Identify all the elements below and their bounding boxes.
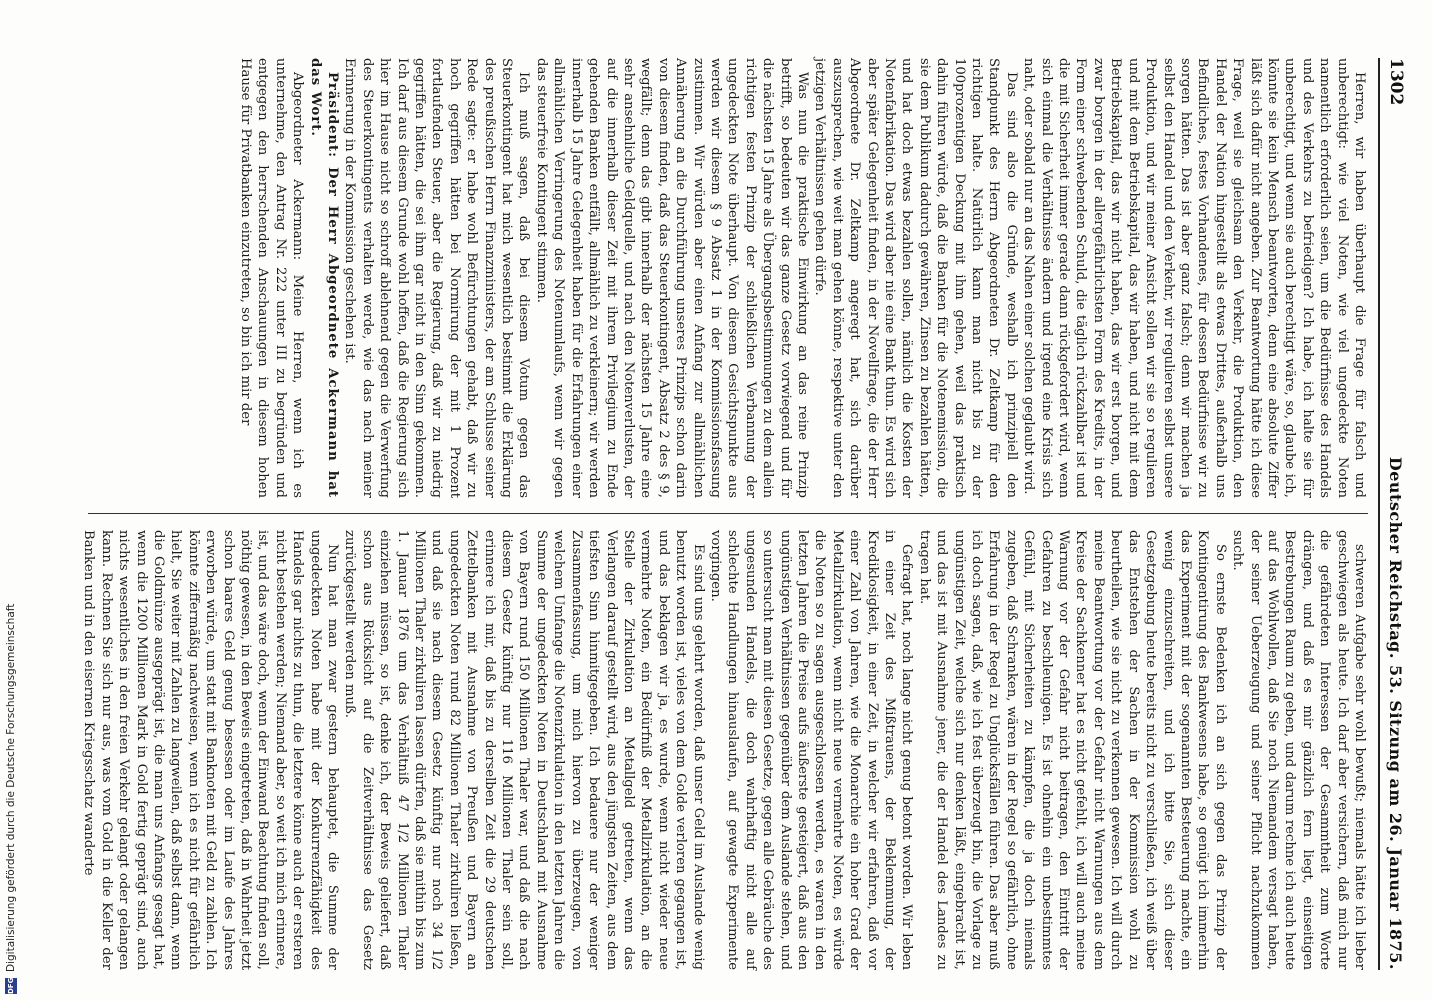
paragraph: Herren, wir haben überhaupt die Frage für falsch und unberechtigt: wie viel Noten, wie viel ungedeckte Noten namentlich erforderlich seien, um die Bedürfnisse des Handels und des Verkehrs zu befriedigen? Ich habe, ich halte sie für unberechtigt, und wenn sie auch berechtigt wäre, so, glaube ich, könnte sie kein Mensch beantworten, denn eine absolute Ziffer läßt sich dafür nicht angeben. Zur Beantwortung hätte ich diese Frage, weil sie gleichsam den Verkehr, die Produktion, den Handel der Nation hingestellt als etwas Drittes, außerhalb uns Befindliches, festes Vorhandenes, für dessen Bedürfnisse wir zu sorgen hätten. Das ist aber ganz falsch; denn wir machen ja selbst den Handel und den Verkehr, wir regulieren selbst unsere Produktion, und wir meiner Ansicht sollen wir sie so regulieren und mit dem Betriebskapital, das wir haben, und nicht mit dem Betriebskapital, das wir nicht haben, das wir erst borgen, und zwar borgen in der allergefährlichsten Form des Kredits, in der Form einer schwebenden Schuld, die täglich rückzahlbar ist und die mit Sicherheit immer gerade dann rückgefordert wird, wenn sich einmal die Verhältnisse ändern und irgend eine Krisis sich naht, oder sobald nur an das Nahen einer solchen geglaubt wird. xyxy=(1021,58,1367,498)
page-number: 1302 xyxy=(1386,58,1406,106)
paragraph: Abgeordneter Ackermann: Meine Herren, wenn ich es unternehme, den Antrag Nr. 222 unter III zu begründen und entgegen den herrschenden Anschauungen in diesem hohen Hause für Privatbanken einzutreten, so bin ich mir der xyxy=(238,58,306,498)
credit-text: Digitalisierung gefördert durch die Deutsche Forschungsgemeinschaft xyxy=(5,603,17,972)
paragraph: Es sind uns gelehrt worden, daß unser Geld im Auslande wenig benutzt worden ist, vieles von dem Golde verloren gegangen ist, und das beklagen wir ja, es wurde, wenn nicht wieder neue vermehrte Noten, ein Bedürfniß der Metallzirkulation, an die Stelle der Zirkulation an Metallgeld getreten, wenn das Verlangen darauf gestellt wird, aus den jüngsten Zeiten, aus dem tiefsten Sinn hinmitgegeben. Ich bedauere nur der weniger Zusammenfassung, um mich hiervon zu überzeugen, von welchem Umfange die Notenzirkulation in den letzten Jahren die Summe der ungedeckten Noten in Deutschland mit Ausnahme von Bayern rund 150 Millionen Thaler war, und daß die nach diesem Gesetz künftig nur 116 Millionen Thaler sein soll, erinnere ich mir, daß bis zu derselben Zeit die 29 deutschen Zettelbanken mit Ausnahme von Preußen und Bayern an ungedeckten Noten rund 82 Millionen Thaler zirkuliren ließen, und daß sie nach diesem Gesetz künftig nur noch 34 1/2 Millionen Thaler zirkuliren lassen dürfen, daß sie mithin bis zum 1. Januar 1876 um das Verhältniß 47 1/2 Millionen Thaler einziehen müssen, so ist, denke ich, der Beweis geliefert, daß schon aus Rücksicht auf die Zeitverhältnisse das Gesetz zurückgestellt werden muß. xyxy=(342,530,706,970)
dfg-logo-icon: DFG xyxy=(7,977,15,994)
page-body xyxy=(82,58,1412,970)
rotated-scan xyxy=(82,58,1412,970)
paragraph: Was nun die praktische Einwirkung an das reine Prinzip betrifft, so bedeuten wir das ganze Gesetz vorwiegend und für die nächsten 15 Jahre als Übergangsbestimmungen zu dem allein richtigen festen Prinzip der schließlichen Verbannung der ungedeckten Note überhaupt. Von diesem Gesichtspunkte aus werden wir diesem § 9 Absatz 1 in der Kommissionsfassung zustimmen. Wir würden aber einen Anfang zur allmählichen Annäherung an die Durchführung unseres Prinzips schon darin von diesem finden, daß das Steuerkontingent, Absatz 2 des § 9, wegfällt; denn das gibt innerhalb der nächsten 15 Jahre eine sehr ansehnliche Geldquelle, und nach den Notenverlusten, der auf die innerhalb dieser Zeit mit ihrem Privilegium zu Ende gehenden Banken entfällt, allmählich zu verkleinern; wir werden innerhalb 15 Jahre Gelegenheit haben für die Erfahrungen einer allmählichen Verringerung des Notenumlaufs, wenn wir gegen das steuerfreie Kontingent stimmen. xyxy=(533,58,810,498)
column-divider xyxy=(88,513,1368,514)
paragraph: So ernste Bedenken ich an sich gegen das Prinzip der Kontingentirung des Bankwesens habe, so genügt ich immerhin das Experiment mit der sogenannten Besteuerung machte, ein wenig einzuschreiten, und ich bitte Sie, sich dieser Gesetzgebung heute bereits nicht zu verschließen, ich weiß über das Entstehen der Sachen in der Kommission wohl zu beurtheilen, wie sie nicht zu verkennen gewesen. Ich will durch meine Beantwortung vor der Gefahr nicht Warnungen aus dem Kreise der Sachkenner hat es nicht gefehlt, ich will auch meine Warnung vor der Gefahr nicht beitragen, den Eintritt der Gefahren zu beschleunigen. Es ist ohnehin ein unbestimmtes Gefühl, mit Sicherheiten zu kämpfen, die ja doch niemals zugeben, daß Schranken, wären in der Regel so gefährlich, ohne Erfahrung in der Regel zu Unglücksfällen führen. Das aber muß ich doch sagen, daß, wie ich fest überzeugt bin, die Vorlage zu ungünstigen Zeit, welche sich nur denken läßt, eingebracht ist, und das ist mit Ausnahme jener, die der Handel des Landes zu tragen hat. xyxy=(916,530,1228,970)
paragraph: Das sind also die Gründe, weshalb ich prinzipiell den Standpunkt des Herrn Abgeordneten Dr. Zeltkamp für den richtigen halte. Natürlich kann man nicht bis zu der 100prozentigen Deckung mit ihm gehen, weil das praktisch dahin führen würde, daß die Banken für die Notenemission, die sie dem Publikum dadurch gewähren, Zinsen zu bezahlen hätten, und hat doch etwas bezahlen sollen, nämlich die Kosten der Notenfabrikation. Das wird aber nie eine Bank thun. Es wird sich aber später Gelegenheit finden, in der Novellfrage, die der Herr Abgeordnete Dr. Zeltkamp angeregt hat, sich darüber auszusprechen, wie weit man gehen könne, respektive unter den jetzigen Verhältnissen gehen dürfe. xyxy=(812,58,1019,498)
running-head: Deutscher Reichstag. 53. Sitzung am 26. Januar 1875. xyxy=(1386,456,1406,970)
speaker-line: Präsident: Der Herr Abgeordnete Ackermann hat das Wort. xyxy=(307,58,341,498)
digitization-credit xyxy=(2,603,20,994)
paragraph: Nun hat man zwar gestern behauptet, die Summe der ungedeckten Noten habe mit der Konkurrenzfähigkeit des Handels gar nichts zu thun, die letztere könne auch der ersteren nicht bestehen werden; Niemand aber, so weit ich mich erinnere, ist, und das wäre doch, wenn der Einwand Beachtung finden soll, nöthig gewesen, in den Beweis eingetreten, daß in Wahrheit jetzt schon baares Geld genug besessen oder im Laufe des Jahres erworben würde, um statt mit Banknoten mit Geld zu zahlen. Ich könnte ziffermäßig nachweisen, wenn ich es nicht für gefährlich hielt, Sie weiter mit Zahlen zu langweilen, daß selbst dann, wenn die Goldmünze ausgeprägt ist, die man uns Anfangs gesagt hat, wenn die 1200 Millionen Mark in Gold fertig geprägt sind, auch nichts wesentliches in den freien Verkehr gelangt oder gelangen kann. Rechnen Sie sich nur aus, was vom Gold in die Keller der Banken und in den eisernen Kriegsschatz wanderte xyxy=(81,530,341,970)
left-column xyxy=(88,58,1368,498)
paragraph: Gefragt hat, noch lange nicht genug betont worden. Wir leben in einer Zeit des Mißtrauens, der Beklemmung, der Krediklosigkeit, in einer Zeit, in welcher wir erfahren, daß vor einer Zahl von Jahren, wie die Monarchie ein hoher Grad der Metallzirkulation, wenn nicht neue vermehrte Noten, es würde die Noten so zu sagen ausgeschlossen werden, es waren in den letzten Jahren die Preise aufs äußerste gesteigert, daß aus den ungünstigen Verhältnissen gegenüber dem Auslande stehen, und so untersucht man mit diesen Gesetze, gegen alle Gebräuche des ungesunden Handels, die doch wahrhaftig nicht alle auf schlechte Handlungen hinauslaufen, auf gewagte Experimente vorgingen. xyxy=(707,530,915,970)
right-column xyxy=(81,530,1368,970)
paragraph: Ich muß sagen, daß bei diesem Votum gegen das Steuerkontingent hat mich wesentlich bestimmt die Erklärung des preußischen Herrn Finanzministers, der am Schlusse seiner Rede sagte: er habe wohl Befürchtungen gehabt, daß wir zu hoch gegriffen hätten bei Normirung der mit 1 Prozent fortlaufenden Steuer, aber die Regierung, daß wir zu niedrig gegriffen hätten, die sei ihm gar nicht in den Sinn gekommen. Ich darf aus diesem Grunde wohl hoffen, daß die Regierung sich hier im Hause nicht so schroff ablehnend gegen die Verwerfung des Steuerkontingents verhalten werde, wie das nach meiner Erinnerung in der Kommission geschehen ist. xyxy=(342,58,532,498)
paragraph: schweren Aufgabe sehr wohl bewußt; niemals hätte ich lieber geschwiegen als heute. Ich darf aber versichern, daß mich nur die gefährdeten Interessen der Gesammtheit zum Worte drängen, und daß es mir gänzlich fern liegt, einseitigen Bestrebungen Raum zu geben, und darum rechne ich auch heute auf das Wohlwollen, daß Sie noch Niemandem versagt haben, der seiner Ueberzeugung und seiner Pflicht nachzukommen sucht. xyxy=(1230,530,1367,970)
page-header xyxy=(1378,58,1412,970)
